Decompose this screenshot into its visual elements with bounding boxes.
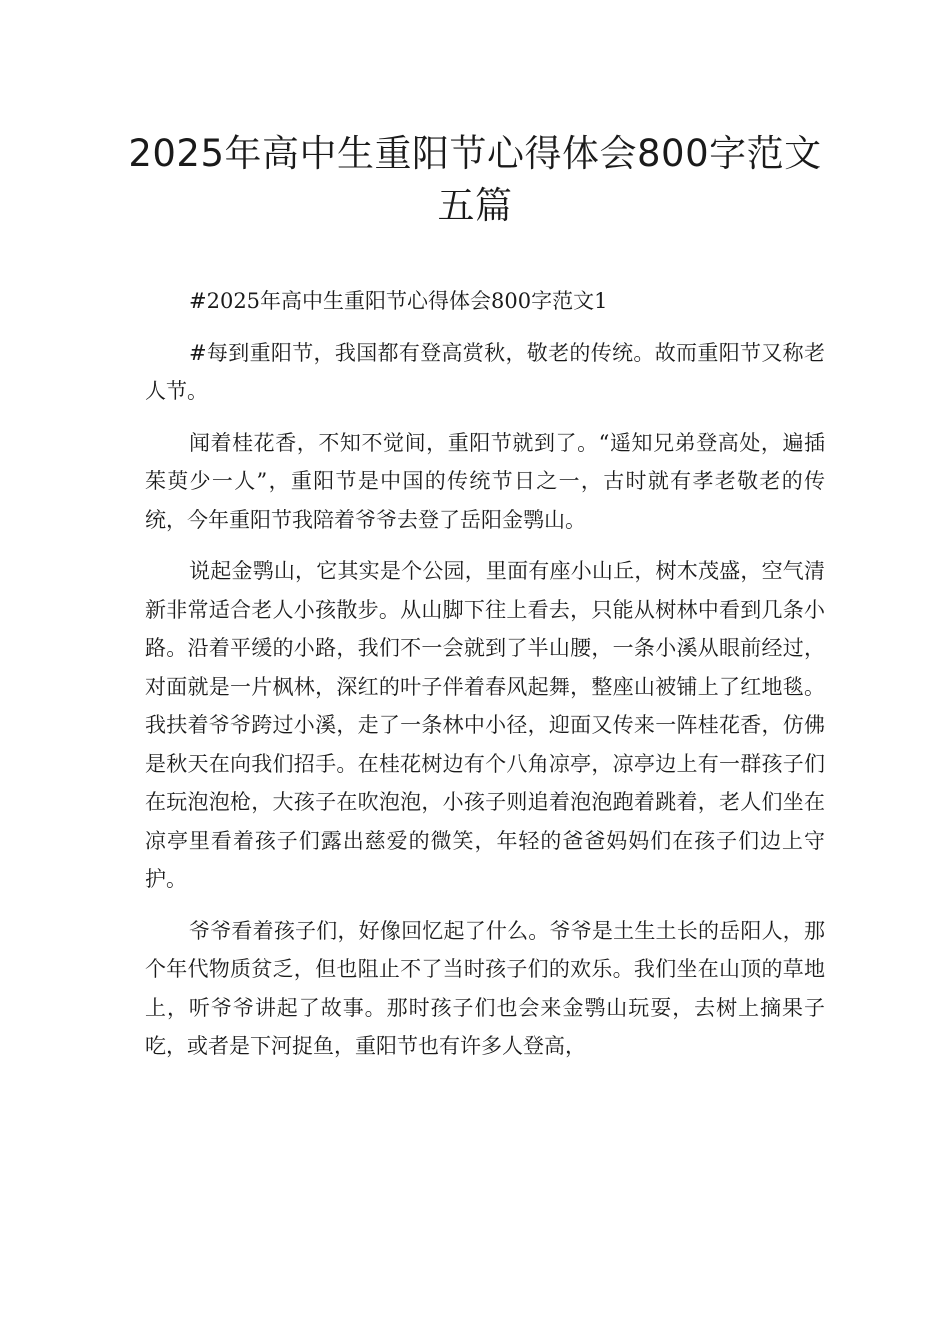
body-paragraph: #每到重阳节，我国都有登高赏秋，敬老的传统。故而重阳节又称老人节。 xyxy=(145,340,825,403)
document-title: 2025年高中生重阳节心得体会800字范文五篇 xyxy=(128,132,822,227)
subheading-paragraph: #2025年高中生重阳节心得体会800字范文1 xyxy=(189,289,608,313)
body-paragraph: 说起金鹗山，它其实是个公园，里面有座小山丘，树木茂盛，空气清新非常适合老人小孩散步。从山脚下往上看去，只能从树林中看到几条小路。沿着平缓的小路，我们不一会就到了半山腰，一条小溪从眼前经过，对面就是一片枫林，深红的叶子伴着春风起舞，整座山被铺上了红地毯。我扶着爷爷跨过小溪，走了一条林中小径，迎面又传来一阵桂花香，仿佛是秋天在向我们招手。在桂花树边有个八角凉亭，凉亭边上有一群孩子们在玩泡泡枪，大孩子在吹泡泡，小孩子则追着泡泡跑着跳着，老人们坐在凉亭里看着孩子们露出慈爱的微笑，年轻的爸爸妈妈们在孩子们边上守护。 xyxy=(145,559,825,891)
body-paragraph: 闻着桂花香，不知不觉间，重阳节就到了。“遥知兄弟登高处，遍插茱萸少一人”，重阳节是中国的传统节日之一，古时就有孝老敬老的传统，今年重阳节我陪着爷爷去登了岳阳金鹗山。 xyxy=(145,430,825,532)
body-paragraph: 爷爷看着孩子们，好像回忆起了什么。爷爷是土生土长的岳阳人，那个年代物质贫乏，但也阻止不了当时孩子们的欢乐。我们坐在山顶的草地上，听爷爷讲起了故事。那时孩子们也会来金鹗山玩耍，去树上摘果子吃，或者是下河捉鱼，重阳节也有许多人登高， xyxy=(145,918,825,1058)
document-body xyxy=(145,282,825,1079)
